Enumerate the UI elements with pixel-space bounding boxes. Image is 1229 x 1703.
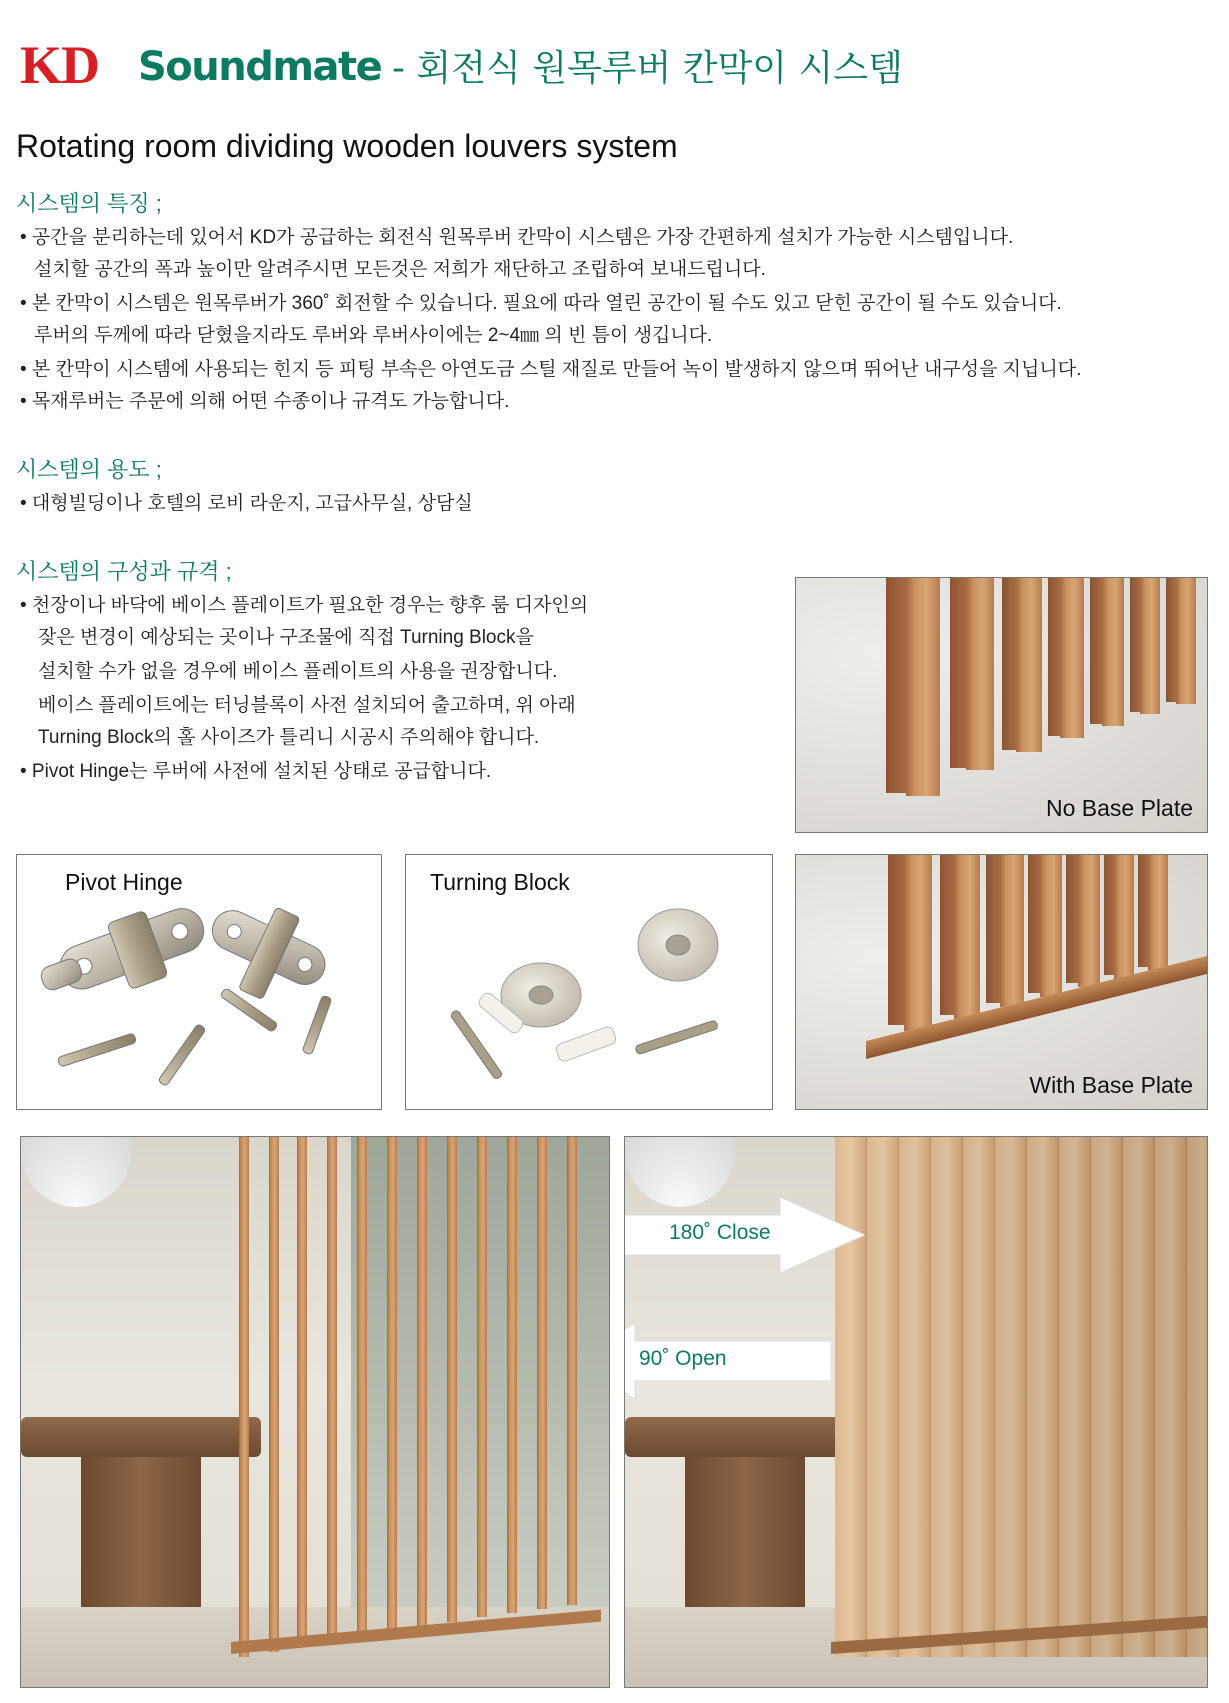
turning-block-parts-icon xyxy=(406,855,773,1110)
page-subtitle-en: Rotating room dividing wooden louvers system xyxy=(16,128,678,164)
closed-louvers-photo xyxy=(624,1136,1208,1688)
features-line-5: • 본 칸막이 시스템에 사용되는 힌지 등 피팅 부속은 아연도금 스틸 재질로 만들어 녹이 발생하지 않으며 뛰어난 내구성을 지닙니다. xyxy=(20,359,1082,380)
no-base-plate-photo xyxy=(795,577,1208,833)
spec-line-1: • 천장이나 바닥에 베이스 플레이트가 필요한 경우는 향후 룸 디자인의 xyxy=(20,595,589,616)
spec-heading: 시스템의 구성과 규격 ; xyxy=(16,559,232,584)
brand-kd-logo: KD xyxy=(20,35,99,95)
features-line-1: • 공간을 분리하는데 있어서 KD가 공급하는 회전식 원목루버 칸막이 시스템은 가장 간편하게 설치가 가능한 시스템입니다. xyxy=(20,227,1014,248)
spec-line-4: 베이스 플레이트에는 터닝블록이 사전 설치되어 출고하며, 위 아래 xyxy=(38,695,576,716)
turning-block-photo xyxy=(405,854,773,1110)
spec-line-6: • Pivot Hinge는 루버에 사전에 설치된 상태로 공급합니다. xyxy=(20,761,492,782)
features-line-2: 설치할 공간의 폭과 높이만 알려주시면 모든것은 저희가 재단하고 조립하여 보내드립니다. xyxy=(34,259,766,280)
open-arrow-label: 90˚ Open xyxy=(639,1347,727,1370)
usage-heading: 시스템의 용도 ; xyxy=(16,457,162,482)
close-arrow-label: 180˚ Close xyxy=(669,1221,771,1244)
hinge-parts-icon xyxy=(17,855,382,1110)
pivot-hinge-photo xyxy=(16,854,382,1110)
features-heading: 시스템의 특징 ; xyxy=(16,191,162,216)
spec-line-3: 설치할 수가 없을 경우에 베이스 플레이트의 사용을 권장합니다. xyxy=(38,661,558,682)
page-title-ko: - 회전식 원목루버 칸막이 시스템 xyxy=(392,48,903,89)
spec-line-2: 잦은 변경이 예상되는 곳이나 구조물에 직접 Turning Block을 xyxy=(38,627,534,648)
pivot-hinge-caption: Pivot Hinge xyxy=(65,869,183,895)
usage-line-1: • 대형빌딩이나 호텔의 로비 라운지, 고급사무실, 상담실 xyxy=(20,493,473,514)
brand-soundmate-logo: Soundmate xyxy=(138,44,382,90)
features-line-3: • 본 칸막이 시스템은 원목루버가 360˚ 회전할 수 있습니다. 필요에 따라 열린 공간이 될 수도 있고 닫힌 공간이 될 수도 있습니다. xyxy=(20,293,1062,314)
turning-block-caption: Turning Block xyxy=(430,869,570,895)
no-base-plate-caption: No Base Plate xyxy=(1045,795,1193,821)
features-line-4: 루버의 두께에 따라 닫혔을지라도 루버와 루버사이에는 2~4㎜ 의 빈 틈이 생깁니다. xyxy=(34,325,713,346)
features-line-6: • 목재루버는 주문에 의해 어떤 수종이나 규격도 가능합니다. xyxy=(20,391,510,412)
with-base-plate-caption: With Base Plate xyxy=(1029,1072,1193,1098)
with-base-plate-photo xyxy=(795,854,1208,1110)
open-louvers-photo xyxy=(20,1136,610,1688)
spec-line-5: Turning Block의 홀 사이즈가 틀리니 시공시 주의해야 합니다. xyxy=(38,727,540,748)
